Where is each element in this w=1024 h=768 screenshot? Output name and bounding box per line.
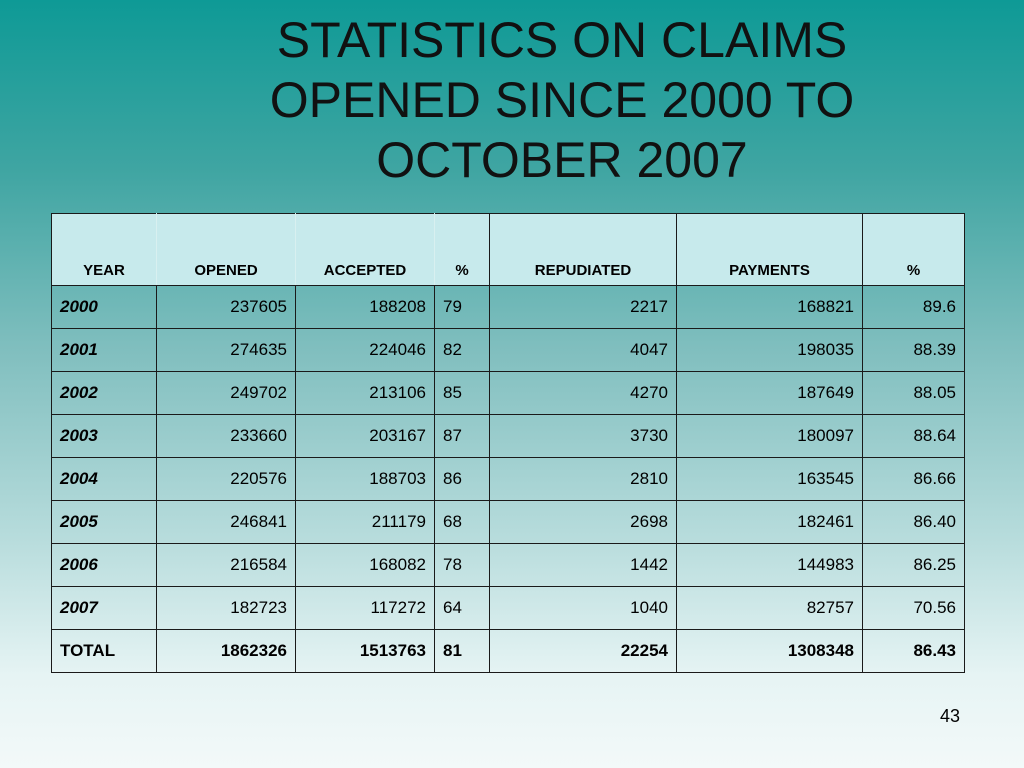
cell-pct-payments: 88.64 [863,415,965,458]
header-pct-accepted: % [435,214,490,286]
table-row [52,501,965,544]
total-row [52,630,965,673]
cell-opened: 233660 [157,415,296,458]
cell-accepted: 188703 [296,458,435,501]
title-line-1: STATISTICS ON CLAIMS [276,12,848,68]
cell-payments: 187649 [677,372,863,415]
cell-accepted: 117272 [296,587,435,630]
cell-repudiated: 4270 [490,372,677,415]
cell-accepted: 213106 [296,372,435,415]
page-number: 43 [939,706,960,726]
cell-accepted: 211179 [296,501,435,544]
title-line-2: OPENED SINCE 2000 TO [269,72,855,128]
cell-opened: 220576 [157,458,296,501]
title-line-3: OCTOBER 2007 [376,132,748,188]
cell-opened: 182723 [157,587,296,630]
cell-opened: 274635 [157,329,296,372]
cell-year: 2006 [52,544,157,587]
header-year: YEAR [52,214,157,286]
header-accepted: ACCEPTED [296,214,435,286]
total-accepted: 1513763 [296,630,435,673]
table-row [52,544,965,587]
cell-year: 2002 [52,372,157,415]
cell-year: 2004 [52,458,157,501]
cell-year: 2007 [52,587,157,630]
cell-pct-payments: 70.56 [863,587,965,630]
cell-opened: 249702 [157,372,296,415]
cell-repudiated: 1040 [490,587,677,630]
cell-pct-payments: 86.40 [863,501,965,544]
header-payments: PAYMENTS [677,214,863,286]
cell-repudiated: 4047 [490,329,677,372]
cell-pct-payments: 86.66 [863,458,965,501]
cell-accepted: 188208 [296,286,435,329]
cell-payments: 168821 [677,286,863,329]
header-pct-payments: % [863,214,965,286]
header-row [52,214,965,286]
total-pct-accepted: 81 [435,630,490,673]
header-opened: OPENED [157,214,296,286]
cell-pct-accepted: 68 [435,501,490,544]
cell-pct-accepted: 79 [435,286,490,329]
header-repudiated: REPUDIATED [490,214,677,286]
cell-repudiated: 1442 [490,544,677,587]
table-row [52,329,965,372]
cell-year: 2003 [52,415,157,458]
cell-payments: 82757 [677,587,863,630]
cell-opened: 246841 [157,501,296,544]
cell-pct-payments: 88.05 [863,372,965,415]
cell-payments: 180097 [677,415,863,458]
cell-payments: 198035 [677,329,863,372]
cell-payments: 163545 [677,458,863,501]
table-row [52,458,965,501]
cell-year: 2001 [52,329,157,372]
cell-accepted: 168082 [296,544,435,587]
table-row [52,286,965,329]
table-row [52,587,965,630]
total-repudiated: 22254 [490,630,677,673]
total-pct-payments: 86.43 [863,630,965,673]
cell-pct-accepted: 86 [435,458,490,501]
cell-repudiated: 2698 [490,501,677,544]
cell-year: 2005 [52,501,157,544]
cell-accepted: 224046 [296,329,435,372]
cell-repudiated: 2810 [490,458,677,501]
cell-pct-payments: 88.39 [863,329,965,372]
cell-pct-accepted: 64 [435,587,490,630]
total-opened: 1862326 [157,630,296,673]
cell-pct-payments: 86.25 [863,544,965,587]
table-row [52,372,965,415]
table-row [52,415,965,458]
slide-title [200,10,924,190]
cell-pct-accepted: 87 [435,415,490,458]
cell-opened: 216584 [157,544,296,587]
cell-pct-accepted: 78 [435,544,490,587]
cell-pct-accepted: 85 [435,372,490,415]
total-label: TOTAL [52,630,157,673]
cell-accepted: 203167 [296,415,435,458]
claims-table [51,213,965,673]
cell-payments: 144983 [677,544,863,587]
cell-opened: 237605 [157,286,296,329]
total-payments: 1308348 [677,630,863,673]
cell-payments: 182461 [677,501,863,544]
cell-year: 2000 [52,286,157,329]
cell-repudiated: 3730 [490,415,677,458]
cell-pct-payments: 89.6 [863,286,965,329]
cell-repudiated: 2217 [490,286,677,329]
cell-pct-accepted: 82 [435,329,490,372]
